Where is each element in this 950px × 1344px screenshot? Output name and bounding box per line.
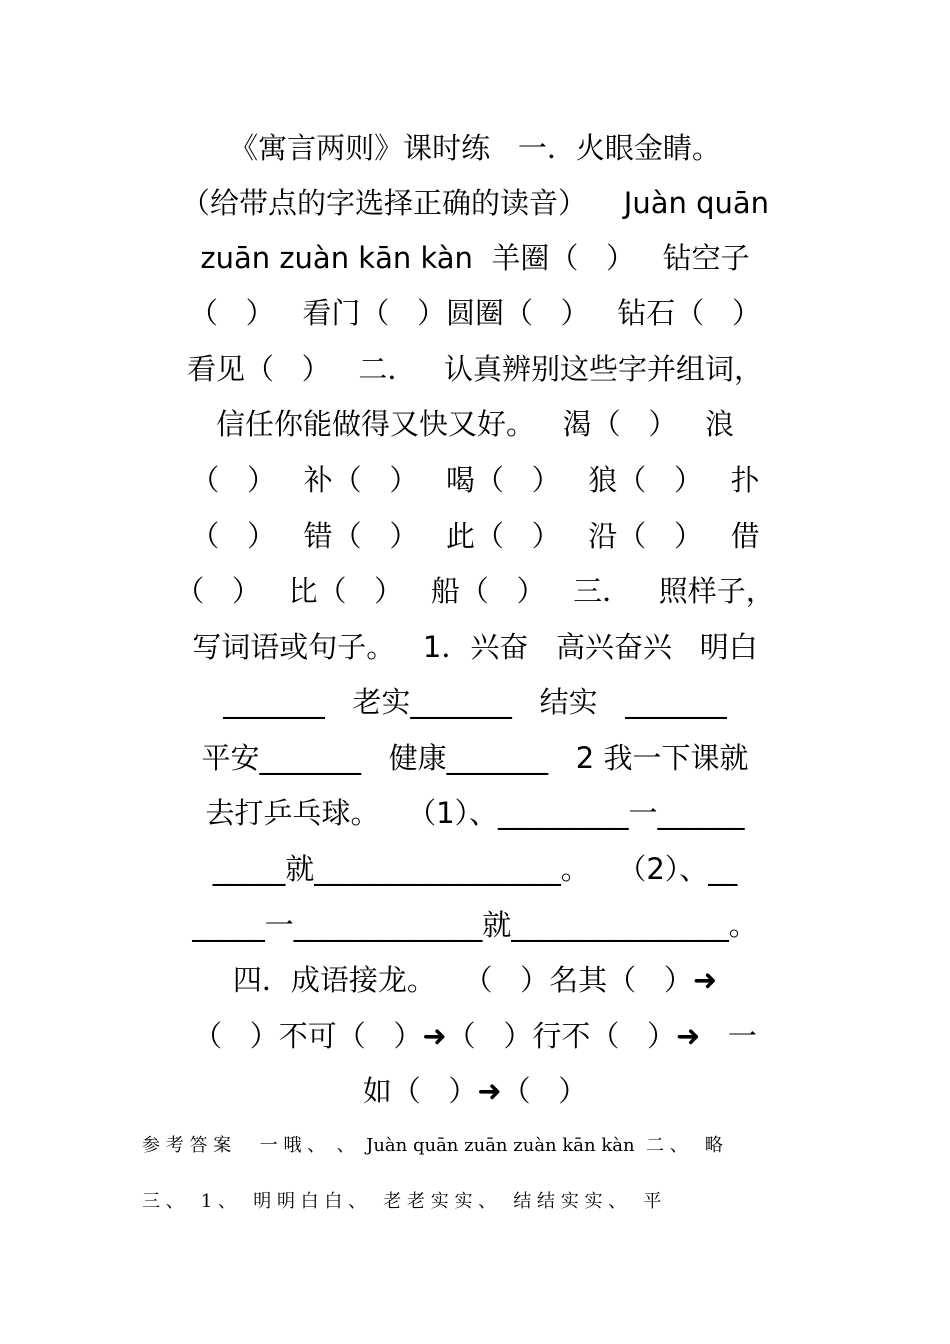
text-line: _____就_________________。 （2）、__ (212, 852, 738, 886)
answer-key-line: 三 、 1 、 明 明 白 白 、 老 老 实 实 、 结 结 实 实 、 平 (142, 1191, 662, 1212)
text-line: （ ）不可（ ）➜（ ）行不（ ）➜ 一 (193, 1019, 757, 1053)
text-line: 看见（ ） 二． 认真辨别这些字并组词， (187, 352, 763, 386)
text-line: （ ） 看门（ ）圆圈（ ） 钻石（ ） (189, 296, 761, 330)
text-line: 去打乒乓球。 （1）、_________一______ (205, 796, 745, 830)
title-line: 《寓言两则》课时练 一．火眼金睛。 (229, 131, 721, 165)
text-line: （ ） 补（ ） 喝（ ） 狼（ ） 扑 (190, 463, 760, 497)
text-line: 如（ ）➜（ ） (362, 1074, 588, 1108)
text-line: 平安_______ 健康_______ 2 我一下课就 (201, 741, 749, 775)
text-line: 信任你能做得又快又好。 渴（ ） 浪 (216, 407, 734, 441)
text-line: （ ） 错（ ） 此（ ） 沿（ ） 借 (190, 519, 760, 553)
answer-key-line: 参 考 答 案 一 哦 、 、 Juàn quān zuān zuàn kān kàn 二 、 略 (142, 1135, 723, 1156)
text-line: （ ） 比（ ） 船（ ） 三． 照样子， (175, 574, 775, 608)
text-line: _______ 老实_______ 结实 _______ (223, 685, 727, 719)
text-line: zuān zuàn kān kàn 羊圈（ ） 钻空子 (200, 241, 750, 275)
text-line: （给带点的字选择正确的读音） Juàn quān (180, 186, 770, 220)
text-line: 写词语或句子。 1．兴奋 高兴奋兴 明白 (192, 630, 758, 664)
text-line: _____一_____________就_______________。 (192, 908, 758, 942)
text-line: 四．成语接龙。 （ ）名其（ ）➜ (232, 963, 718, 997)
